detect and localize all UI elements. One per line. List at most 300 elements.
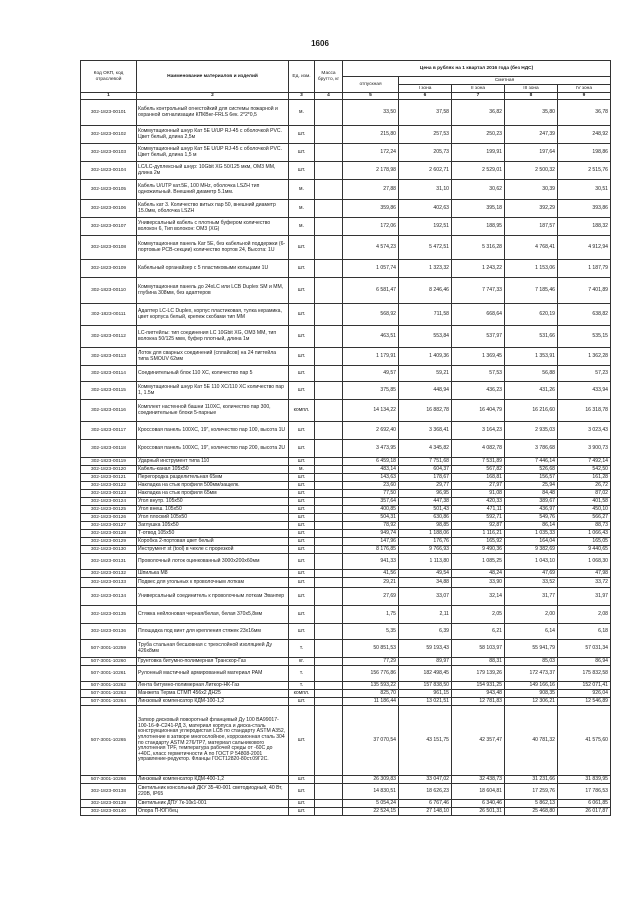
price-zone-3: 436,97 — [505, 506, 558, 514]
price-zone-2: 48,24 — [452, 570, 505, 578]
item-weight — [315, 498, 343, 506]
table-row — [81, 440, 611, 458]
table-row — [81, 304, 611, 326]
price-zone-4: 1 066,43 — [558, 530, 611, 538]
price-zone-1: 604,37 — [399, 466, 452, 474]
item-code: 302-1823-00107 — [81, 218, 137, 236]
item-code: 302-1823-00130 — [81, 546, 137, 554]
price-zone-4: 88,73 — [558, 522, 611, 530]
price-release: 37 070,54 — [343, 706, 399, 776]
price-zone-2: 57,53 — [452, 366, 505, 382]
item-unit: м. — [289, 100, 315, 126]
item-name: Угол плоский 105х50 — [137, 514, 289, 522]
price-zone-4: 9 440,65 — [558, 546, 611, 554]
item-name: Рулонный мастичный армированный материал РАМ — [137, 666, 289, 682]
item-code: 302-1823-00136 — [81, 624, 137, 640]
item-unit: шт. — [289, 530, 315, 538]
price-zone-4: 450,10 — [558, 506, 611, 514]
index-cell: 6 — [399, 93, 452, 100]
price-zone-1: 33,07 — [399, 588, 452, 606]
price-zone-1: 1 113,80 — [399, 554, 452, 570]
price-zone-2: 943,48 — [452, 690, 505, 698]
item-name: Кабель кат 3. Количество витых пар 50, внешний диаметр 15.0мм, оболочка LSZH — [137, 200, 289, 218]
price-zone-2: 395,18 — [452, 200, 505, 218]
item-unit: шт. — [289, 784, 315, 800]
price-release: 50 851,53 — [343, 640, 399, 658]
price-zone-4: 175 832,58 — [558, 666, 611, 682]
item-code: 302-1823-00122 — [81, 482, 137, 490]
table-row — [81, 162, 611, 180]
item-code: 302-1823-00118 — [81, 440, 137, 458]
item-weight — [315, 682, 343, 690]
table-row — [81, 784, 611, 800]
price-release: 14 830,51 — [343, 784, 399, 800]
price-zone-4: 1 068,30 — [558, 554, 611, 570]
price-release: 8 176,85 — [343, 546, 399, 554]
price-release: 949,74 — [343, 530, 399, 538]
item-name: Кабель контрольный огнестойкий для системы пожарной и охранной сигнализации КПКВнг-FRLS 6ек. 2*2*0,5 — [137, 100, 289, 126]
index-cell: 4 — [315, 93, 343, 100]
item-unit: шт. — [289, 808, 315, 816]
price-release: 400,85 — [343, 506, 399, 514]
price-zone-2: 168,81 — [452, 474, 505, 482]
item-name: Заглушка 105х50 — [137, 522, 289, 530]
item-name: Коммутационный шнур Кат 5E U/UP RJ-45 с оболочкой PVC. Цвет белый, длина 2,5м — [137, 126, 289, 144]
price-zone-2: 567,82 — [452, 466, 505, 474]
item-unit: т. — [289, 666, 315, 682]
price-zone-3: 164,04 — [505, 538, 558, 546]
item-name: Линзовый компенсатор КДМ-100-1,2 — [137, 698, 289, 706]
price-zone-4: 535,15 — [558, 326, 611, 348]
price-zone-2: 7 747,33 — [452, 278, 505, 304]
table-row — [81, 538, 611, 546]
price-zone-4: 86,94 — [558, 658, 611, 666]
price-zone-1: 447,38 — [399, 498, 452, 506]
table-row — [81, 546, 611, 554]
table-row — [81, 530, 611, 538]
price-zone-4: 393,86 — [558, 200, 611, 218]
item-name: Коробка 2-портовая цвет белый — [137, 538, 289, 546]
item-code: 302-1823-00102 — [81, 126, 137, 144]
price-zone-1: 43 151,75 — [399, 706, 452, 776]
item-unit: шт. — [289, 506, 315, 514]
item-unit: кг. — [289, 658, 315, 666]
item-code: 302-1823-00126 — [81, 514, 137, 522]
price-zone-1: 59,21 — [399, 366, 452, 382]
price-zone-2: 1 116,21 — [452, 530, 505, 538]
price-zone-1: 205,73 — [399, 144, 452, 162]
price-release: 147,96 — [343, 538, 399, 546]
item-weight — [315, 530, 343, 538]
item-name: Светильник ДПУ 7к-10к1-001 — [137, 800, 289, 808]
item-weight — [315, 538, 343, 546]
price-zone-1: 96,95 — [399, 490, 452, 498]
item-unit: шт. — [289, 776, 315, 784]
price-zone-4: 4 912,94 — [558, 236, 611, 260]
price-zone-2: 36,82 — [452, 100, 505, 126]
item-weight — [315, 690, 343, 698]
header-estimated-price: Сметная — [399, 77, 611, 85]
price-zone-3: 47,69 — [505, 570, 558, 578]
price-release: 23,60 — [343, 482, 399, 490]
item-code: 302-1823-00129 — [81, 538, 137, 546]
table-row — [81, 554, 611, 570]
item-weight — [315, 304, 343, 326]
item-name: Манжета Терма СТМП 456х2 ДН25 — [137, 690, 289, 698]
price-release: 77,50 — [343, 490, 399, 498]
price-release: 172,06 — [343, 218, 399, 236]
price-zone-1: 13 021,51 — [399, 698, 452, 706]
price-zone-1: 31,10 — [399, 180, 452, 200]
price-zone-4: 401,58 — [558, 498, 611, 506]
item-weight — [315, 546, 343, 554]
item-weight — [315, 200, 343, 218]
price-zone-3: 2 500,32 — [505, 162, 558, 180]
price-zone-4: 12 546,89 — [558, 698, 611, 706]
item-unit: компл. — [289, 400, 315, 422]
price-zone-1: 3 368,41 — [399, 422, 452, 440]
item-unit: шт. — [289, 698, 315, 706]
item-name: Перегородка разделительная 65мм — [137, 474, 289, 482]
price-zone-4: 47,98 — [558, 570, 611, 578]
price-zone-3: 1 043,10 — [505, 554, 558, 570]
item-unit: т. — [289, 640, 315, 658]
price-release: 1 179,91 — [343, 348, 399, 366]
price-zone-1: 37,58 — [399, 100, 452, 126]
item-name: Кроссовая панель 100XC, 19", количество пар 200, высота 2U — [137, 440, 289, 458]
price-zone-1: 257,53 — [399, 126, 452, 144]
item-unit: шт. — [289, 326, 315, 348]
price-zone-1: 6,39 — [399, 624, 452, 640]
item-code: 302-1823-00131 — [81, 554, 137, 570]
item-weight — [315, 514, 343, 522]
item-code: 302-1823-00133 — [81, 578, 137, 588]
price-zone-2: 6,21 — [452, 624, 505, 640]
price-zone-4: 2,08 — [558, 606, 611, 624]
price-zone-3: 149 166,16 — [505, 682, 558, 690]
item-name: Адаптер LC-LC Duplex, корпус пластиковая, тулка керамика, цвет корпуса белый, крепеж скобами тип MM — [137, 304, 289, 326]
item-weight — [315, 382, 343, 400]
price-release: 6 459,18 — [343, 458, 399, 466]
price-zone-4: 1 362,28 — [558, 348, 611, 366]
price-zone-2: 471,11 — [452, 506, 505, 514]
item-code: 302-1823-00101 — [81, 100, 137, 126]
price-zone-3: 55 941,79 — [505, 640, 558, 658]
price-zone-4: 31 839,95 — [558, 776, 611, 784]
price-release: 4 574,23 — [343, 236, 399, 260]
price-zone-1: 1 188,06 — [399, 530, 452, 538]
price-zone-1: 448,94 — [399, 382, 452, 400]
item-name: Труба стальная бесшовная с трехслойной изоляцией Ду 426х8мм — [137, 640, 289, 658]
price-zone-3: 620,19 — [505, 304, 558, 326]
item-unit: м. — [289, 218, 315, 236]
price-zone-4: 198,86 — [558, 144, 611, 162]
item-code: 302-1823-00125 — [81, 506, 137, 514]
price-zone-3: 2 935,03 — [505, 422, 558, 440]
item-code: 302-1823-00108 — [81, 236, 137, 260]
price-zone-3: 172 473,37 — [505, 666, 558, 682]
table-row — [81, 522, 611, 530]
price-release: 375,85 — [343, 382, 399, 400]
item-code: 302-1823-00120 — [81, 466, 137, 474]
price-zone-2: 32,14 — [452, 588, 505, 606]
price-zone-4: 165,05 — [558, 538, 611, 546]
price-zone-3: 7 446,14 — [505, 458, 558, 466]
item-weight — [315, 698, 343, 706]
item-unit: м. — [289, 466, 315, 474]
price-release: 22 524,15 — [343, 808, 399, 816]
item-code: 507-3001-10264 — [81, 698, 137, 706]
table-row — [81, 570, 611, 578]
item-code: 302-1823-00115 — [81, 382, 137, 400]
item-weight — [315, 624, 343, 640]
price-zone-3: 156,57 — [505, 474, 558, 482]
item-weight — [315, 422, 343, 440]
price-zone-2: 2 529,01 — [452, 162, 505, 180]
item-code: 302-1823-00128 — [81, 530, 137, 538]
item-weight — [315, 180, 343, 200]
price-release: 29,21 — [343, 578, 399, 588]
table-row — [81, 278, 611, 304]
price-zone-3: 56,88 — [505, 366, 558, 382]
item-name: Затвор дисковый поворотный фланцевый Ду 100 BA99017-100-16-Ф-С241-РД 3, материал корпуса и диска-сталь конструкционная углеродистая LCB по стандарту ASTM A352, уплотнение в затворе многослойное, коррозионная сталь 304 по стандарту ASTM 276/TP7, материал сальникового уплотнения TPF, температура рабочей среды от -60С до +40С, класс герметичности А по ГОСТ Р 54808-2001 управление-редуктор. Фланцы ГОСТ12820-80ст.09Г2С. — [137, 706, 289, 776]
price-zone-4: 7 401,89 — [558, 278, 611, 304]
item-name: Универсальный кабель с плотным буфером количество волокон 6, Тип волокон: OM3 (XG) — [137, 218, 289, 236]
price-release: 504,31 — [343, 514, 399, 522]
price-release: 463,51 — [343, 326, 399, 348]
item-code: 302-1823-00134 — [81, 588, 137, 606]
price-release: 359,86 — [343, 200, 399, 218]
price-zone-2: 7 531,89 — [452, 458, 505, 466]
item-unit: шт. — [289, 260, 315, 278]
price-zone-1: 553,84 — [399, 326, 452, 348]
item-weight — [315, 466, 343, 474]
price-zone-4: 26 017,87 — [558, 808, 611, 816]
table-row — [81, 466, 611, 474]
price-release: 135 593,22 — [343, 682, 399, 690]
price-release: 27,88 — [343, 180, 399, 200]
price-release: 2 692,40 — [343, 422, 399, 440]
index-cell: 9 — [558, 93, 611, 100]
table-row — [81, 640, 611, 658]
price-release: 26 309,83 — [343, 776, 399, 784]
item-name: Светильник консольный ДКУ 35-40-001 светодиодный, 40 Вт, 220В, IP65 — [137, 784, 289, 800]
item-code: 302-1823-00106 — [81, 200, 137, 218]
item-code: 507-3001-10266 — [81, 776, 137, 784]
price-zone-1: 157 838,50 — [399, 682, 452, 690]
table-row — [81, 126, 611, 144]
item-weight — [315, 776, 343, 784]
item-unit: шт. — [289, 348, 315, 366]
price-release: 5,35 — [343, 624, 399, 640]
price-zone-1: 27 148,10 — [399, 808, 452, 816]
item-weight — [315, 706, 343, 776]
item-name: Коммутационный шнур Кат 5E U/UP RJ-45 с оболочкой PVC. Цвет белый, длина 1,5 м — [137, 144, 289, 162]
item-weight — [315, 100, 343, 126]
item-weight — [315, 440, 343, 458]
item-code: 302-1823-00104 — [81, 162, 137, 180]
price-zone-3: 197,64 — [505, 144, 558, 162]
item-weight — [315, 144, 343, 162]
item-weight — [315, 606, 343, 624]
price-release: 78,92 — [343, 522, 399, 530]
header-zone-2: II зона — [452, 85, 505, 93]
price-zone-2: 27,97 — [452, 482, 505, 490]
price-zone-3: 30,39 — [505, 180, 558, 200]
price-zone-3: 40 781,32 — [505, 706, 558, 776]
table-row — [81, 474, 611, 482]
price-zone-2: 668,64 — [452, 304, 505, 326]
price-release: 33,50 — [343, 100, 399, 126]
item-code: 302-1823-00138 — [81, 784, 137, 800]
price-zone-1: 5 472,51 — [399, 236, 452, 260]
page-number: 1606 — [311, 39, 329, 48]
price-zone-1: 182 498,45 — [399, 666, 452, 682]
item-unit: шт. — [289, 382, 315, 400]
price-release: 941,33 — [343, 554, 399, 570]
table-row — [81, 200, 611, 218]
index-cell: 7 — [452, 93, 505, 100]
header-code-okp: Код ОКП, код отраслевой — [81, 61, 137, 93]
price-release: 825,70 — [343, 690, 399, 698]
header-weight: Масса брутто, кг — [315, 61, 343, 93]
price-zone-3: 908,35 — [505, 690, 558, 698]
price-release: 568,92 — [343, 304, 399, 326]
price-zone-2: 91,08 — [452, 490, 505, 498]
item-unit: шт. — [289, 422, 315, 440]
item-unit: шт. — [289, 606, 315, 624]
table-row — [81, 482, 611, 490]
header-release-price: отпускная — [343, 77, 399, 93]
price-zone-3: 84,48 — [505, 490, 558, 498]
price-zone-1: 89,97 — [399, 658, 452, 666]
price-release: 77,29 — [343, 658, 399, 666]
price-zone-2: 420,33 — [452, 498, 505, 506]
price-zone-1: 176,76 — [399, 538, 452, 546]
price-zone-4: 152 071,41 — [558, 682, 611, 690]
item-unit: шт. — [289, 236, 315, 260]
item-unit: шт. — [289, 498, 315, 506]
price-zone-3: 1 353,91 — [505, 348, 558, 366]
table-row — [81, 658, 611, 666]
price-zone-4: 33,72 — [558, 578, 611, 588]
price-zone-4: 16 318,78 — [558, 400, 611, 422]
table-row — [81, 666, 611, 682]
header-unit: Ед. изм. — [289, 61, 315, 93]
price-zone-1: 711,58 — [399, 304, 452, 326]
price-zone-1: 33 047,02 — [399, 776, 452, 784]
item-unit: шт. — [289, 578, 315, 588]
item-code: 302-1823-00132 — [81, 570, 137, 578]
price-zone-1: 402,63 — [399, 200, 452, 218]
item-name: LC-пигтейлы: тип соединения LC 10Gbit XG, OM3 MM, тип волокна 50/125 мкм, буфер плотный, длина 1м — [137, 326, 289, 348]
item-weight — [315, 278, 343, 304]
table-row — [81, 578, 611, 588]
price-release: 6 581,47 — [343, 278, 399, 304]
index-cell: 2 — [137, 93, 289, 100]
item-name: Кабель U/UTP кат.5E, 100 MHz, оболочка LSZH тип одножильный. Внешний диаметр 5.1мм. — [137, 180, 289, 200]
item-unit: шт. — [289, 570, 315, 578]
price-zone-1: 8 246,46 — [399, 278, 452, 304]
item-weight — [315, 366, 343, 382]
price-release: 143,63 — [343, 474, 399, 482]
price-zone-2: 92,87 — [452, 522, 505, 530]
item-weight — [315, 236, 343, 260]
price-zone-3: 187,57 — [505, 218, 558, 236]
price-release: 357,64 — [343, 498, 399, 506]
item-name: Площадка под винт для крепления стяжек 23х16мм — [137, 624, 289, 640]
price-zone-3: 17 259,76 — [505, 784, 558, 800]
price-zone-2: 537,97 — [452, 326, 505, 348]
table-row — [81, 706, 611, 776]
item-weight — [315, 126, 343, 144]
item-weight — [315, 800, 343, 808]
item-code: 302-1823-00140 — [81, 808, 137, 816]
item-name: Коммутационный шнур Кат 5E 110 XC/110 XC количество пар 1, 1.5м — [137, 382, 289, 400]
price-zone-4: 57,23 — [558, 366, 611, 382]
item-weight — [315, 640, 343, 658]
item-weight — [315, 658, 343, 666]
item-weight — [315, 522, 343, 530]
price-zone-2: 1 369,45 — [452, 348, 505, 366]
price-zone-4: 566,27 — [558, 514, 611, 522]
table-row — [81, 682, 611, 690]
price-zone-3: 9 382,69 — [505, 546, 558, 554]
table-row — [81, 382, 611, 400]
price-zone-2: 3 164,23 — [452, 422, 505, 440]
item-unit: шт. — [289, 522, 315, 530]
item-unit: м. — [289, 200, 315, 218]
item-code: 302-1823-00123 — [81, 490, 137, 498]
price-zone-4: 248,92 — [558, 126, 611, 144]
item-name: Накладка на стык профиля 65мм — [137, 490, 289, 498]
table-row — [81, 498, 611, 506]
table-row — [81, 260, 611, 278]
item-weight — [315, 348, 343, 366]
price-zone-1: 98,85 — [399, 522, 452, 530]
item-code: 507-3001-10263 — [81, 690, 137, 698]
item-code: 302-1823-00116 — [81, 400, 137, 422]
price-zone-3: 389,67 — [505, 498, 558, 506]
price-zone-2: 6 340,46 — [452, 800, 505, 808]
table-row — [81, 606, 611, 624]
price-release: 41,56 — [343, 570, 399, 578]
header-name: Наименование материалов и изделий — [137, 61, 289, 93]
price-zone-4: 161,28 — [558, 474, 611, 482]
price-zone-2: 9 490,36 — [452, 546, 505, 554]
price-release: 2 178,98 — [343, 162, 399, 180]
table-row — [81, 144, 611, 162]
price-zone-4: 2 515,76 — [558, 162, 611, 180]
item-unit: шт. — [289, 474, 315, 482]
item-unit: шт. — [289, 458, 315, 466]
item-name: Универсальный соединитель к проволочным лоткам Эванпер — [137, 588, 289, 606]
price-zone-4: 30,51 — [558, 180, 611, 200]
item-weight — [315, 490, 343, 498]
price-release: 49,57 — [343, 366, 399, 382]
table-row — [81, 422, 611, 440]
price-zone-2: 2,05 — [452, 606, 505, 624]
item-unit: шт. — [289, 624, 315, 640]
table-row — [81, 326, 611, 348]
table-row — [81, 624, 611, 640]
price-release: 14 134,22 — [343, 400, 399, 422]
item-unit: шт. — [289, 162, 315, 180]
price-zone-2: 12 781,83 — [452, 698, 505, 706]
table-row — [81, 808, 611, 816]
header-price-group: Цена в рублях на 1 квартал 2016 года (без НДС) — [343, 61, 611, 77]
price-zone-4: 926,04 — [558, 690, 611, 698]
